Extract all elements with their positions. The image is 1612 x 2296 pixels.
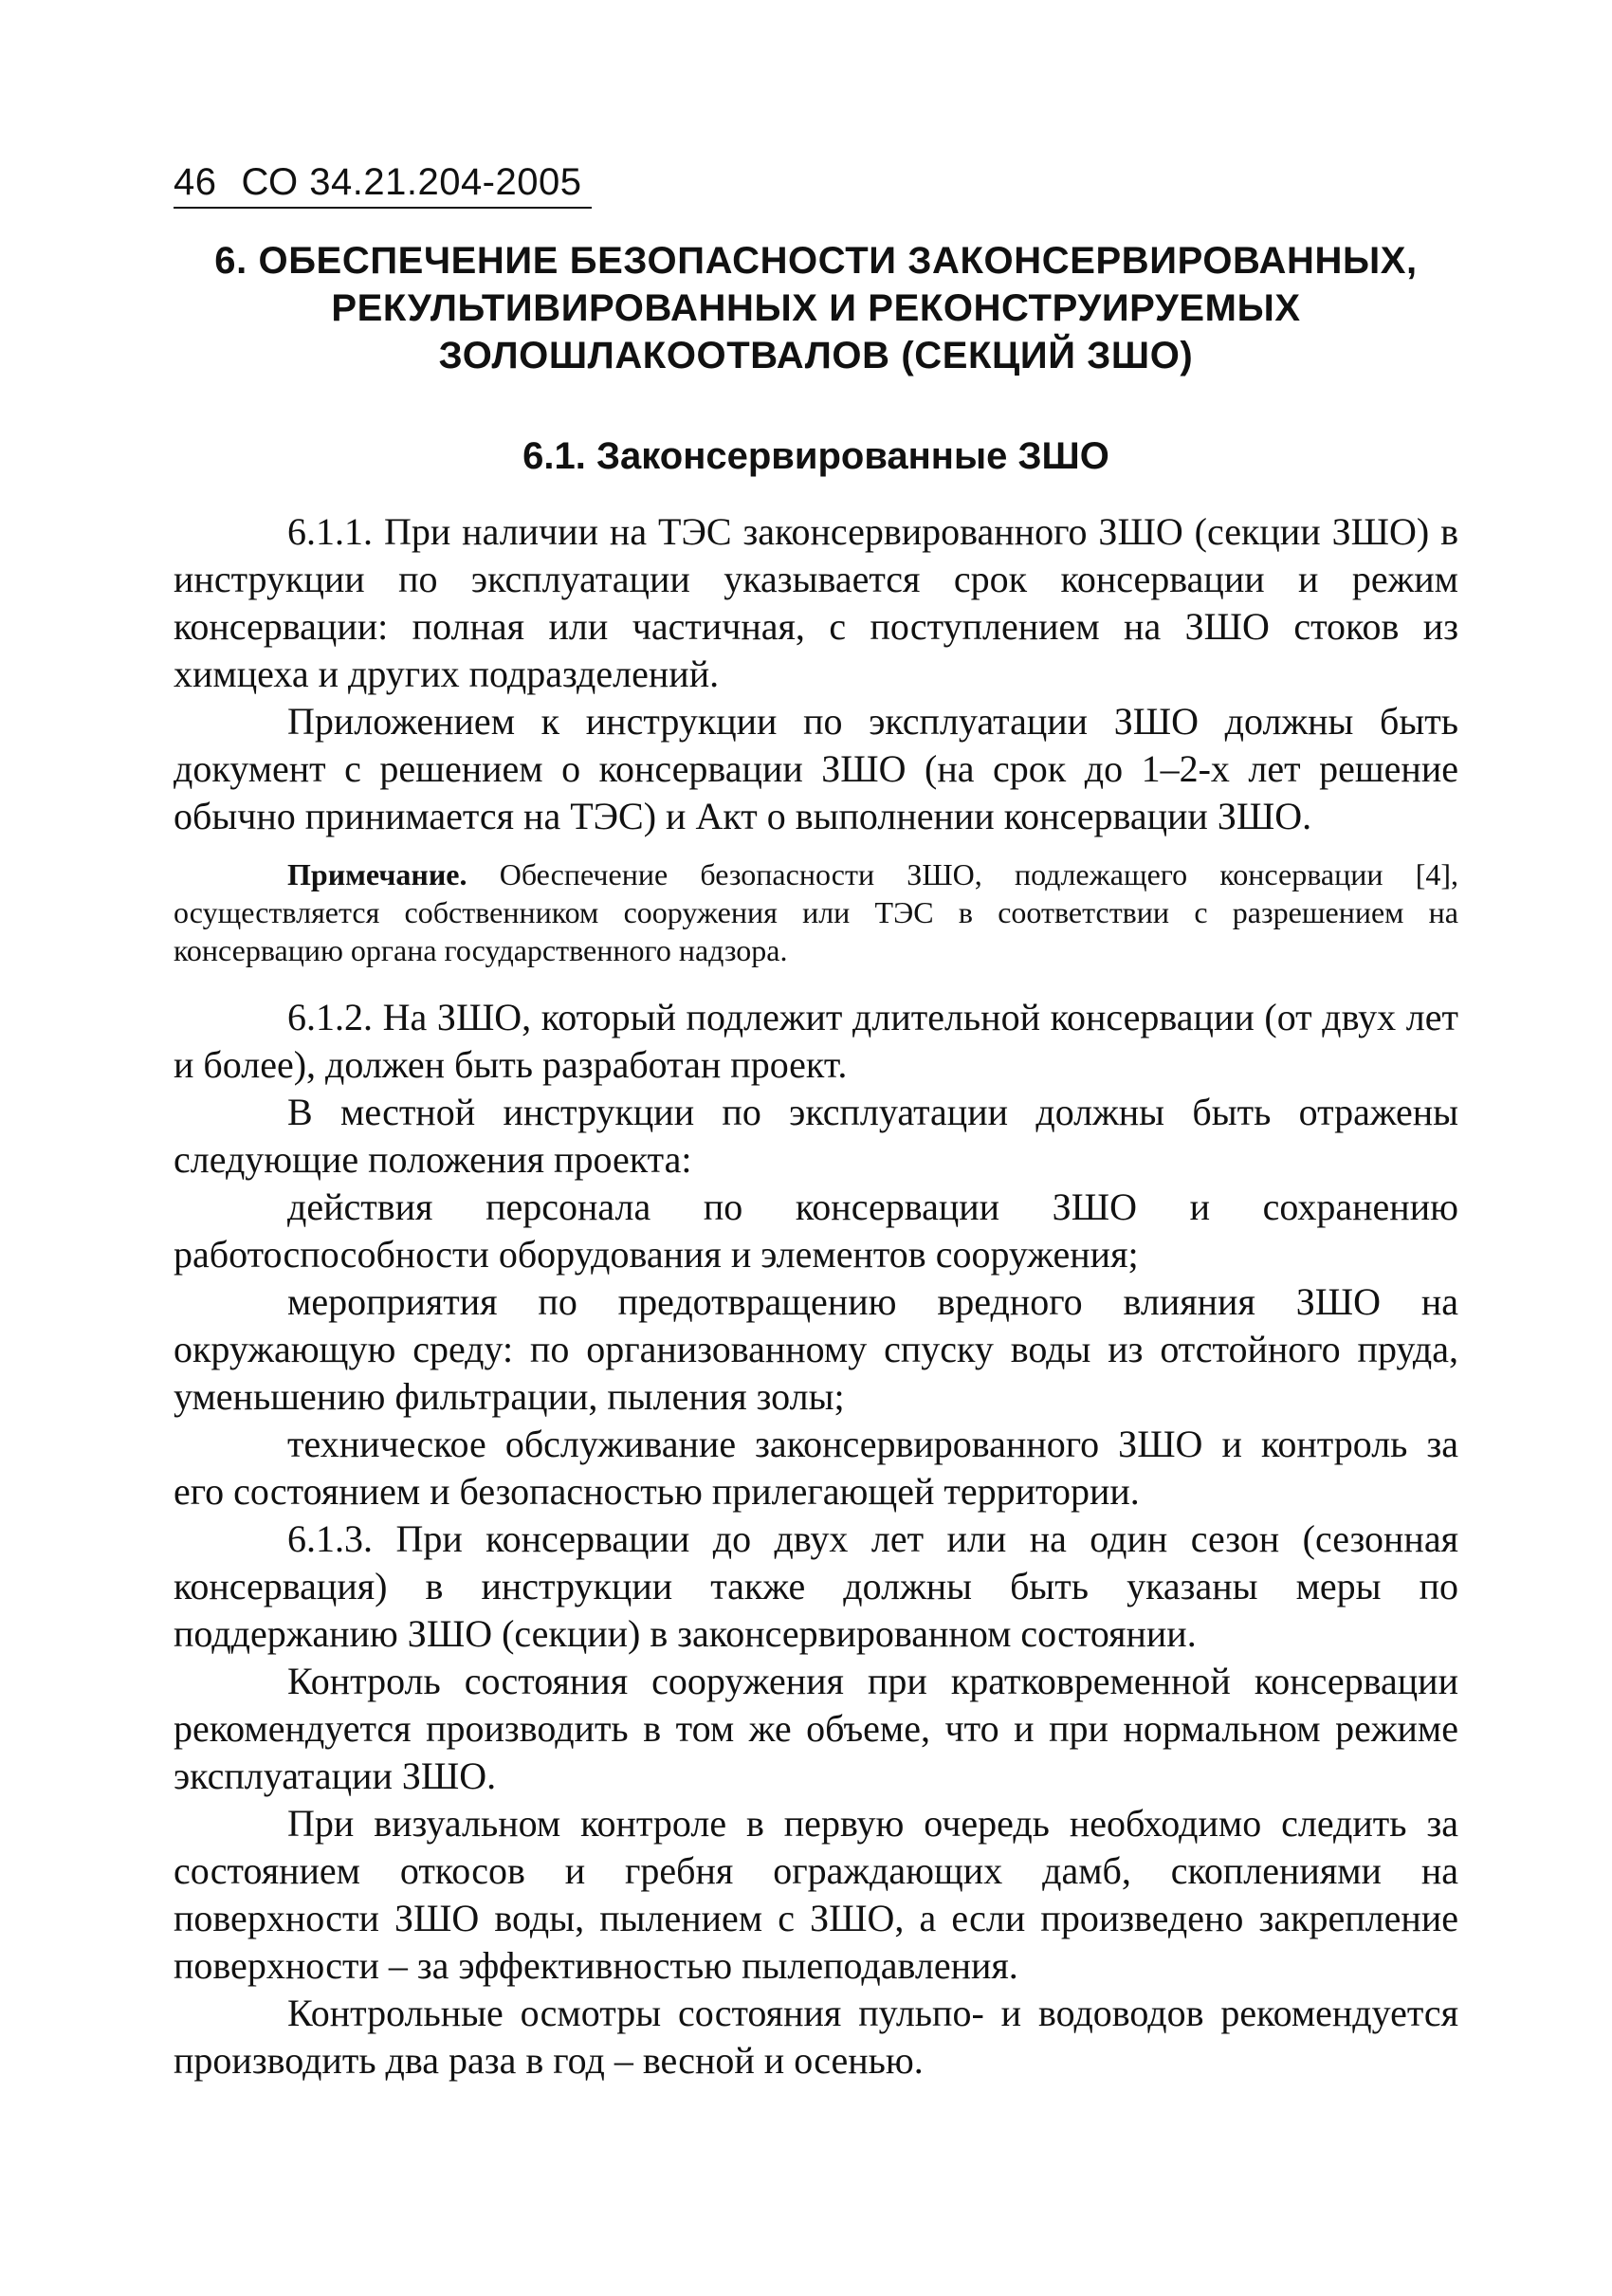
paragraph: Контрольные осмотры состояния пульпо- и водоводов рекомендуется производить два раза в год – весной и осенью.: [174, 1992, 1458, 2082]
section-title-line: 6. ОБЕСПЕЧЕНИЕ БЕЗОПАСНОСТИ ЗАКОНСЕРВИРОВАННЫХ,: [214, 240, 1418, 282]
paragraph: При визуальном контроле в первую очередь необходимо следить за состоянием откосов и гребня ограждающих дамб, скоплениями на поверхности ЗШО воды, пылением с ЗШО, а если произведено закрепление поверхности – за эффективностью пылеподавления.: [174, 1802, 1458, 1987]
paragraph-6-1-3: 6.1.3. При консервации до двух лет или на один сезон (сезонная консервация) в инструкции также должны быть указаны меры по поддержанию ЗШО (секции) в законсервированном состоянии.: [174, 1517, 1458, 1655]
document-body: [174, 508, 1458, 2085]
list-item: мероприятия по предотвращению вредного влияния ЗШО на окружающую среду: по организованному спуску воды из отстойного пруда, уменьшению фильтрации, пыления золы;: [174, 1280, 1458, 1418]
paragraph-6-1-1: 6.1.1. При наличии на ТЭС законсервированного ЗШО (секции ЗШО) в инструкции по эксплуатации указывается срок консервации и режим консервации: полная или частичная, с поступлением на ЗШО стоков из химцеха и других подразделений.: [174, 510, 1458, 695]
list-item: действия персонала по консервации ЗШО и сохранению работоспособности оборудования и элементов сооружения;: [174, 1185, 1458, 1276]
section-title-line: РЕКУЛЬТИВИРОВАННЫХ И РЕКОНСТРУИРУЕМЫХ: [331, 287, 1301, 329]
section-title-line: ЗОЛОШЛАКООТВАЛОВ (СЕКЦИЙ ЗШО): [438, 335, 1194, 377]
note: [174, 855, 1458, 969]
paragraph: Контроль состояния сооружения при кратковременной консервации рекомендуется производить в том же объеме, что и при нормальном режиме эксплуатации ЗШО.: [174, 1660, 1458, 1797]
note-label: Примечание.: [287, 857, 467, 891]
running-header: [174, 159, 592, 209]
paragraph-6-1-2: 6.1.2. На ЗШО, который подлежит длительной консервации (от двух лет и более), должен быть разработан проект.: [174, 996, 1458, 1086]
paragraph: В местной инструкции по эксплуатации должны быть отражены следующие положения проекта:: [174, 1091, 1458, 1181]
document-code: СО 34.21.204-2005: [241, 161, 582, 203]
document-page: [174, 159, 1458, 2085]
list-item: техническое обслуживание законсервированного ЗШО и контроль за его состоянием и безопасностью прилегающей территории.: [174, 1423, 1458, 1513]
page-number: 46: [174, 161, 217, 203]
note-text: Обеспечение безопасности ЗШО, подлежащего консервации [4], осуществляется собственником сооружения или ТЭС в соответствии с разрешением на консервацию органа государственного надзора.: [174, 857, 1459, 967]
subsection-title: 6.1. Законсервированные ЗШО: [522, 435, 1109, 477]
section-title: [174, 237, 1458, 379]
paragraph: Приложением к инструкции по эксплуатации ЗШО должны быть документ с решением о консервации ЗШО (на срок до 1–2-х лет решение обычно принимается на ТЭС) и Акт о выполнении консервации ЗШО.: [174, 700, 1458, 837]
